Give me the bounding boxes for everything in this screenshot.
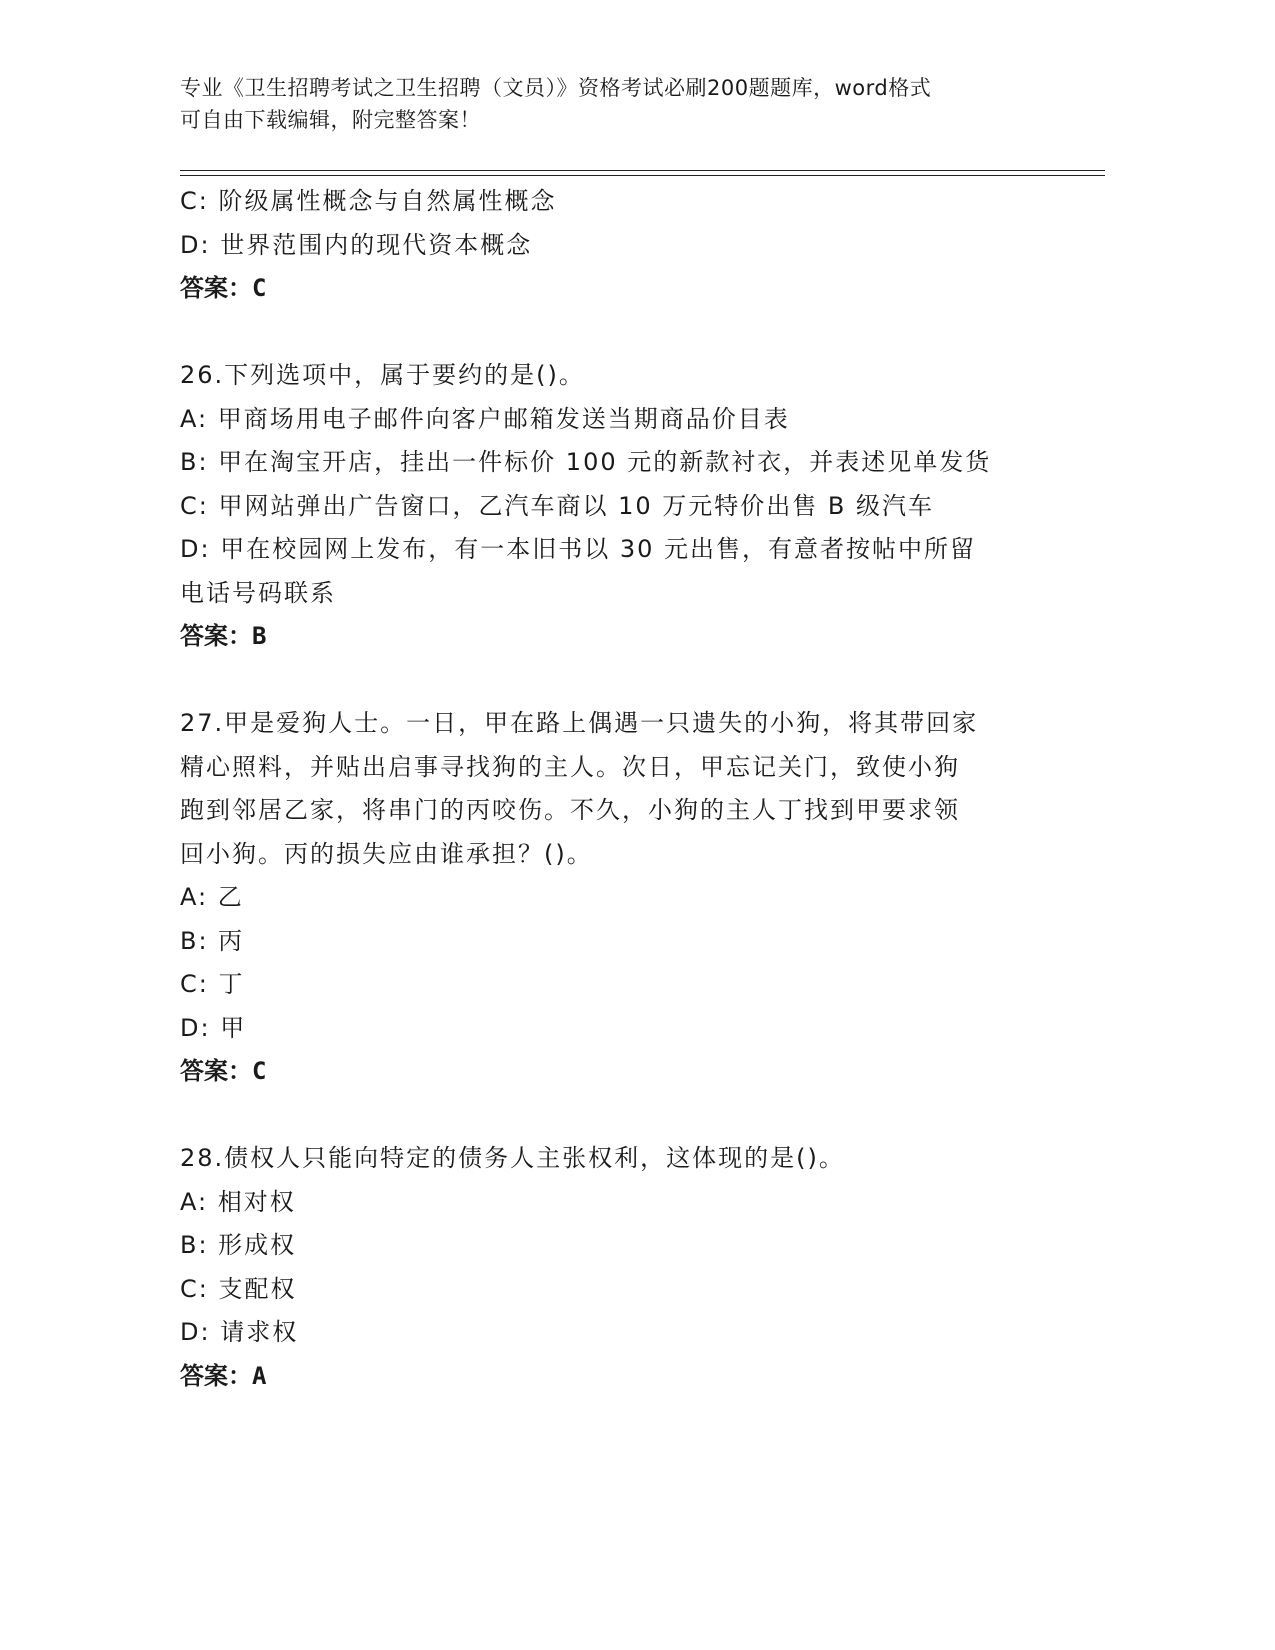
option-d: D: 请求权 xyxy=(180,1318,299,1346)
option-c: C: 支配权 xyxy=(180,1274,297,1303)
question-stem-continued: 跑到邻居乙家，将串门的丙咬伤。不久，小狗的主人丁找到甲要求领 xyxy=(180,796,960,824)
option-b: B: 甲在淘宝开店，挂出一件标价 100 元的新款衬衣，并表述见单发货 xyxy=(180,448,992,476)
option-d: D: 世界范围内的现代资本概念 xyxy=(180,230,533,259)
question-25-continuation xyxy=(180,180,1060,311)
option-b: B: 丙 xyxy=(180,926,245,955)
option-d: D: 甲 xyxy=(180,1013,247,1042)
option-a: A: 乙 xyxy=(180,883,244,911)
option-d-continued: 电话号码联系 xyxy=(180,578,336,607)
option-a: A: 甲商场用电子邮件向客户邮箱发送当期商品价目表 xyxy=(180,404,790,433)
option-d: D: 甲在校园网上发布，有一本旧书以 30 元出售，有意者按帖中所留 xyxy=(180,535,976,563)
answer-line: 答案：B xyxy=(180,622,267,650)
answer-line: 答案：C xyxy=(180,1057,267,1085)
question-stem: 26.下列选项中，属于要约的是()。 xyxy=(180,361,585,389)
option-c: C: 甲网站弹出广告窗口，乙汽车商以 10 万元特价出售 B 级汽车 xyxy=(180,491,934,520)
spacer xyxy=(180,659,1060,703)
document-header xyxy=(180,72,1040,136)
answer-line: 答案：A xyxy=(180,1361,267,1390)
option-b: B: 形成权 xyxy=(180,1231,297,1259)
header-divider-bottom xyxy=(180,175,1105,176)
question-stem-continued: 精心照料，并贴出启事寻找狗的主人。次日，甲忘记关门，致使小狗 xyxy=(180,752,960,781)
question-list xyxy=(180,180,1060,1398)
spacer xyxy=(180,1094,1060,1138)
option-c: C: 丁 xyxy=(180,970,245,998)
spacer xyxy=(180,311,1060,355)
question-28 xyxy=(180,1137,1060,1398)
option-a: A: 相对权 xyxy=(180,1187,296,1216)
header-title-line-1: 专业《卫生招聘考试之卫生招聘（文员）》资格考试必刷200题题库，word格式 xyxy=(180,76,932,100)
question-26 xyxy=(180,354,1060,659)
header-title-line-2: 可自由下载编辑，附完整答案！ xyxy=(180,108,481,132)
question-stem-continued: 回小狗。丙的损失应由谁承担？()。 xyxy=(180,839,593,868)
question-27 xyxy=(180,702,1060,1094)
question-stem: 28.债权人只能向特定的债务人主张权利，这体现的是()。 xyxy=(180,1144,845,1172)
answer-line: 答案：C xyxy=(180,274,267,302)
question-stem: 27.甲是爱狗人士。一日，甲在路上偶遇一只遗失的小狗，将其带回家 xyxy=(180,709,979,737)
header-divider-top xyxy=(180,170,1105,171)
option-c: C: 阶级属性概念与自然属性概念 xyxy=(180,187,557,215)
